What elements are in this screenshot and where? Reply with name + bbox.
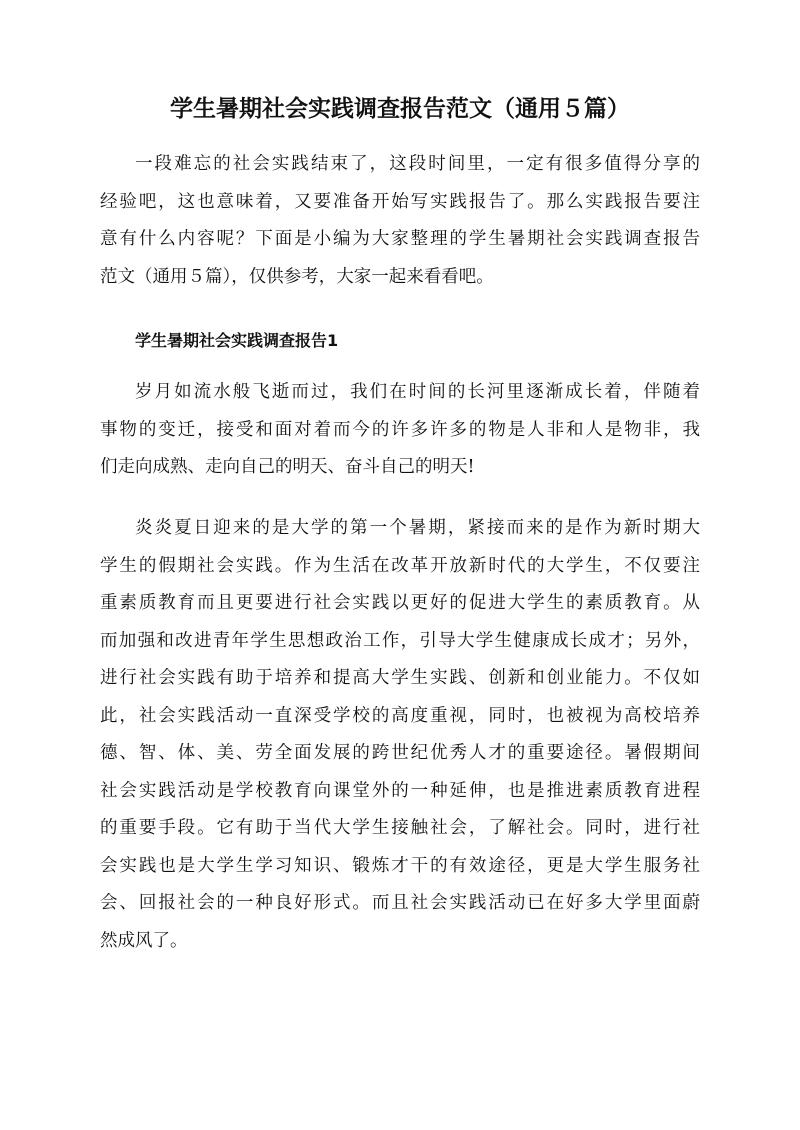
paragraph-line: 炎炎夏日迎来的是大学的第一个暑期，紧接而来的是作为新时期大 <box>135 518 700 538</box>
intro-paragraph <box>100 146 700 296</box>
paragraph-line: 会、回报社会的一种良好形式。而且社会实践活动已在好多大学里面蔚 <box>100 893 700 913</box>
paragraph-line: 的重要手段。它有助于当代大学生接触社会，了解社会。同时，进行社 <box>100 818 700 838</box>
paragraph-line: 经验吧，这也意味着，又要准备开始写实践报告了。那么实践报告要注 <box>100 191 700 212</box>
body-paragraph-2 <box>100 510 700 960</box>
paragraph-line: 范文（通用５篇），仅供参考，大家一起来看看吧。 <box>100 266 494 287</box>
document-title: 学生暑期社会实践调查报告范文（通用５篇） <box>170 96 630 122</box>
paragraph-line: 德、智、体、美、劳全面发展的跨世纪优秀人才的重要途径。暑假期间 <box>100 743 700 763</box>
paragraph-line: 一段难忘的社会实践结束了，这段时间里，一定有很多值得分享的 <box>135 154 700 174</box>
body-paragraph-1 <box>100 374 700 487</box>
paragraph-line: 社会实践活动是学校教育向课堂外的一种延伸，也是推进素质教育进程 <box>100 780 700 801</box>
paragraph-line: 会实践也是大学生学习知识、锻炼才干的有效途径，更是大学生服务社 <box>100 855 700 876</box>
paragraph-line: 意有什么内容呢？下面是小编为大家整理的学生暑期社会实践调查报告 <box>100 229 700 249</box>
section-heading: 学生暑期社会实践调查报告1 <box>135 331 339 350</box>
paragraph-line: 进行社会实践有助于培养和提高大学生实践、创新和创业能力。不仅如 <box>100 668 700 688</box>
paragraph-line: 们走向成熟、走向自己的明天、奋斗自己的明天! <box>100 457 475 477</box>
paragraph-line: 事物的变迁，接受和面对着而今的许多许多的物是人非和人是物非，我 <box>100 419 700 440</box>
paragraph-line: 岁月如流水般飞逝而过，我们在时间的长河里逐渐成长着，伴随着 <box>135 382 700 402</box>
paragraph-line: 然成风了。 <box>100 930 188 951</box>
paragraph-line: 重素质教育而且更要进行社会实践以更好的促进大学生的素质教育。从 <box>100 593 700 613</box>
paragraph-line: 学生的假期社会实践。作为生活在改革开放新时代的大学生，不仅要注 <box>100 555 700 576</box>
paragraph-line: 此，社会实践活动一直深受学校的高度重视，同时，也被视为高校培养 <box>100 705 700 726</box>
paragraph-line: 而加强和改进青年学生思想政治工作，引导大学生健康成长成才；另外， <box>100 630 700 651</box>
